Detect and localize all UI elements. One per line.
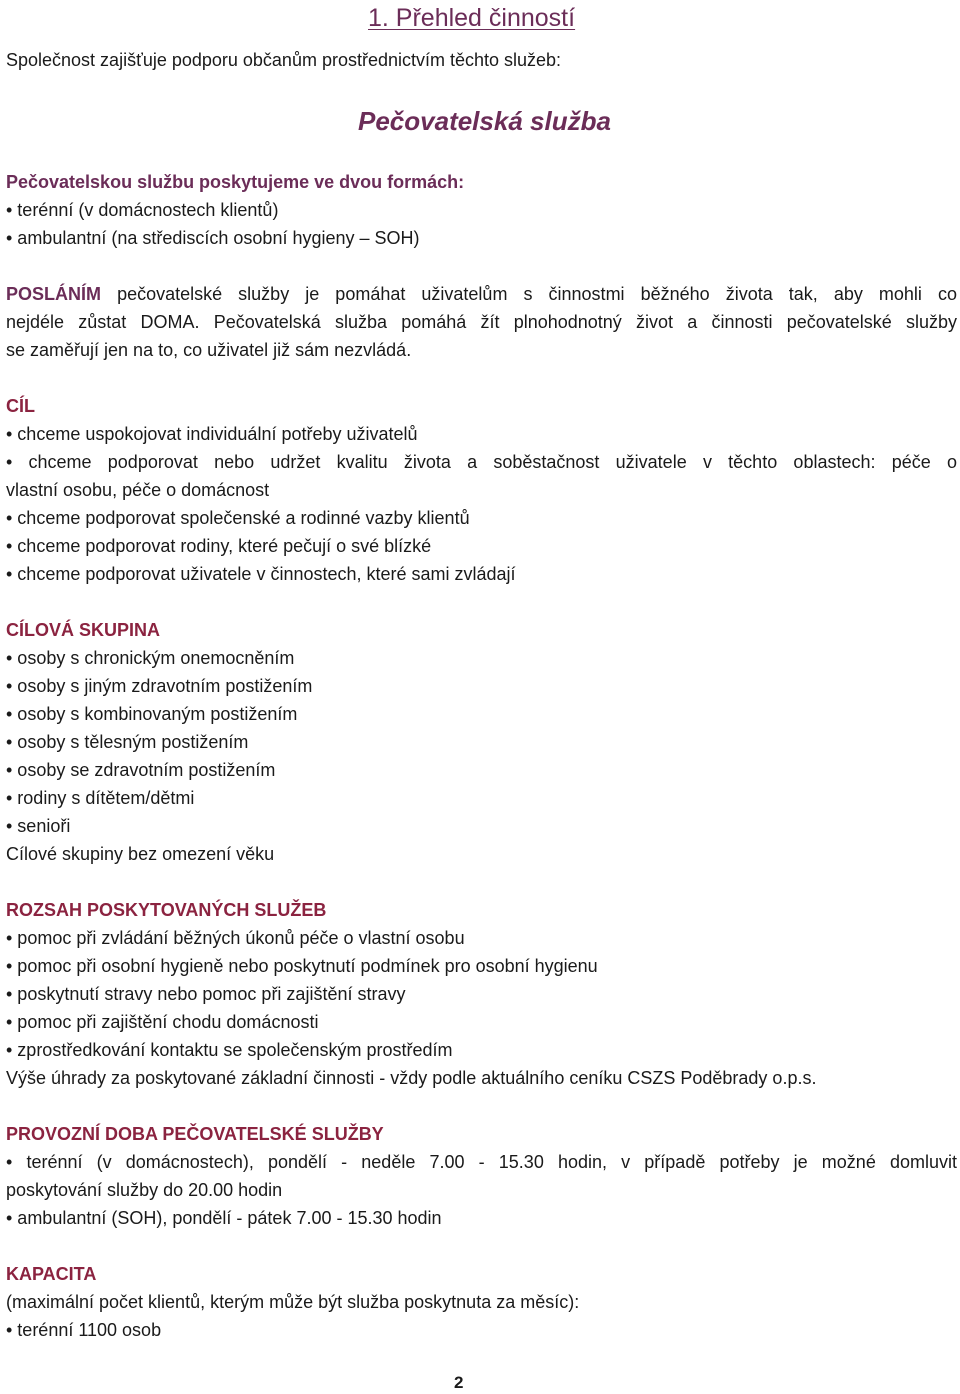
hours-heading: PROVOZNÍ DOBA PEČOVATELSKÉ SLUŽBY <box>6 1124 384 1144</box>
list-item: • terénní (v domácnostech klientů) <box>6 200 279 220</box>
mission-paragraph-line <box>6 280 957 308</box>
list-item: • senioři <box>6 816 71 836</box>
list-item: • pomoc při osobní hygieně nebo poskytnutí podmínek pro osobní hygienu <box>6 956 598 976</box>
list-item: • chceme podporovat rodiny, které pečují o své blízké <box>6 536 432 556</box>
pricing-note: Výše úhrady za poskytované základní činnosti - vždy podle aktuálního ceníku CSZS Poděbrady o.p.s. <box>6 1068 817 1088</box>
service-title: Pečovatelská služba <box>358 106 611 136</box>
forms-heading: Pečovatelskou službu poskytujeme ve dvou formách: <box>6 172 465 192</box>
list-item: • rodiny s dítětem/dětmi <box>6 788 195 808</box>
list-item: • osoby s tělesným postižením <box>6 732 249 752</box>
list-item-continuation: poskytování služby do 20.00 hodin <box>6 1180 283 1200</box>
list-item: • osoby s jiným zdravotním postižením <box>6 676 313 696</box>
capacity-heading: KAPACITA <box>6 1264 97 1284</box>
mission-label: POSLÁNÍM <box>6 284 102 304</box>
list-item: • pomoc při zvládání běžných úkonů péče o vlastní osobu <box>6 928 465 948</box>
list-item: • terénní (v domácnostech), pondělí - neděle 7.00 - 15.30 hodin, v případě potřeby je možné domluvit <box>6 1152 957 1172</box>
list-item: • osoby se zdravotním postižením <box>6 760 276 780</box>
mission-text: pečovatelské služby je pomáhat uživatelům s činnostmi běžného života tak, aby mohli co <box>101 284 957 304</box>
list-item: • chceme uspokojovat individuální potřeby uživatelů <box>6 424 418 444</box>
list-item: • chceme podporovat nebo udržet kvalitu života a soběstačnost uživatele v těchto oblastech: péče o <box>6 452 957 472</box>
list-item: • ambulantní (na střediscích osobní hygieny – SOH) <box>6 228 420 248</box>
intro-text: Společnost zajišťuje podporu občanům prostřednictvím těchto služeb: <box>6 50 562 70</box>
list-item: • terénní 1100 osob <box>6 1320 162 1340</box>
list-item: • chceme podporovat uživatele v činnostech, které sami zvládají <box>6 564 516 584</box>
list-item: • pomoc při zajištění chodu domácnosti <box>6 1012 319 1032</box>
capacity-note: (maximální počet klientů, kterým může být služba poskytnuta za měsíc): <box>6 1292 580 1312</box>
scope-heading: ROZSAH POSKYTOVANÝCH SLUŽEB <box>6 900 327 920</box>
target-group-note: Cílové skupiny bez omezení věku <box>6 844 275 864</box>
list-item: • zprostředkování kontaktu se společenským prostředím <box>6 1040 453 1060</box>
list-item: • osoby s chronickým onemocněním <box>6 648 295 668</box>
target-group-heading: CÍLOVÁ SKUPINA <box>6 620 161 640</box>
page-title: 1. Přehled činností <box>368 4 576 32</box>
list-item: • chceme podporovat společenské a rodinné vazby klientů <box>6 508 470 528</box>
mission-paragraph-line: se zaměřují jen na to, co uživatel již sám nezvládá. <box>6 340 412 360</box>
list-item: • poskytnutí stravy nebo pomoc při zajištění stravy <box>6 984 406 1004</box>
list-item: • ambulantní (SOH), pondělí - pátek 7.00 - 15.30 hodin <box>6 1208 442 1228</box>
list-item-continuation: vlastní osobu, péče o domácnost <box>6 480 270 500</box>
goal-heading: CÍL <box>6 396 35 416</box>
mission-paragraph-line: nejdéle zůstat DOMA. Pečovatelská služba pomáhá žít plnohodnotný život a činnosti pečovatelské služby <box>6 312 957 332</box>
page-number: 2 <box>454 1373 464 1392</box>
list-item: • osoby s kombinovaným postižením <box>6 704 298 724</box>
